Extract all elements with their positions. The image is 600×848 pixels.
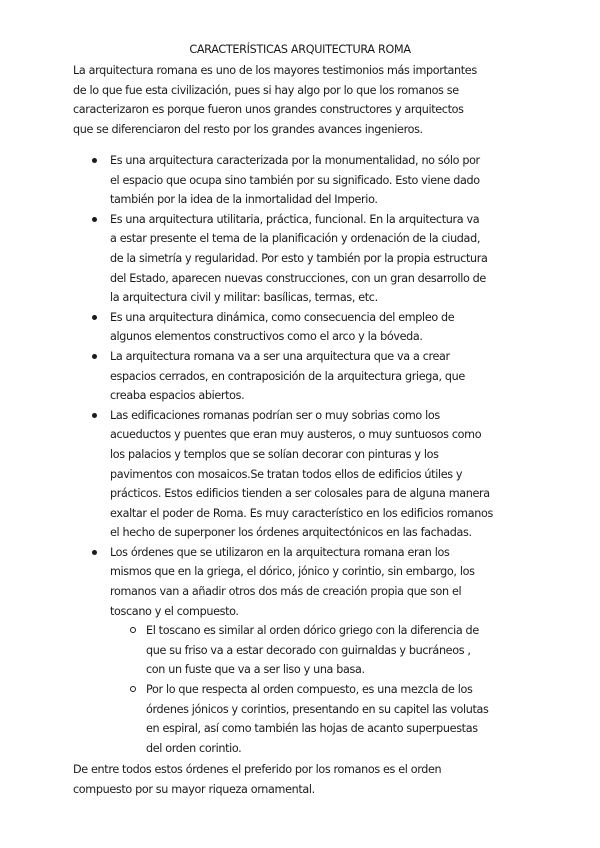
bullet-item-monumentality [110,151,530,210]
intro-line: La arquitectura romana es uno de los mayores testimonios más importantes [73,64,477,77]
outro-line: compuesto por su mayor riqueza ornamental. [73,782,315,796]
bullet-dot-icon [92,315,97,320]
orders-sublist [146,621,530,758]
bullet-line: Es una arquitectura dinámica, como consecuencia del empleo de [110,310,455,324]
bullet-line: el hecho de superponer los órdenes arquitectónicos en las fachadas. [110,526,472,540]
characteristics-list [110,151,530,758]
closing-paragraph [73,760,528,799]
bullet-line: la arquitectura civil y militar: basílicas, termas, etc. [110,291,378,305]
bullet-dot-icon [92,354,97,359]
sub-bullet-line: que su friso va a estar decorado con guirnaldas y bucráneos , [146,643,471,657]
sub-bullet-composite [146,680,530,758]
bullet-line: La arquitectura romana va a ser una arquitectura que va a crear [110,349,450,363]
document-title: CARACTERÍSTICAS ARQUITECTURA ROMA [189,43,411,56]
bullet-line: Las edificaciones romanas podrían ser o muy sobrias como los [110,408,440,422]
bullet-line: romanos van a añadir otros dos más de creación propia que son el [110,585,462,599]
bullet-line: Es una arquitectura utilitaria, práctica, funcional. En la arquitectura va [110,212,480,226]
sub-bullet-line: del orden corintio. [146,741,242,755]
sub-bullet-tuscan [146,621,530,680]
bullet-dot-icon [92,550,97,555]
bullet-line: Los órdenes que se utilizaron en la arquitectura romana eran los [110,545,450,559]
bullet-line: del Estado, aparecen nuevas construcciones, con un gran desarrollo de [110,271,486,285]
bullet-line: los palacios y templos que se solían decorar con pinturas y los [110,447,439,461]
bullet-line: Es una arquitectura caracterizada por la monumentalidad, no sólo por [110,154,480,167]
outro-line: De entre todos estos órdenes el preferido por los romanos es el orden [73,763,442,776]
bullet-line: también por la idea de la inmortalidad del Imperio. [110,193,378,207]
bullet-line: creaba espacios abiertos. [110,389,245,403]
bullet-line: el espacio que ocupa sino también por su significado. Esto viene dado [110,173,480,187]
bullet-item-utilitarian [110,210,530,308]
bullet-line: algunos elementos constructivos como el arco y la bóveda. [110,330,423,344]
sub-bullet-line: con un fuste que va a ser liso y una basa. [146,663,365,677]
bullet-dot-icon [92,413,97,418]
bullet-item-buildings [110,406,530,543]
bullet-item-orders [110,543,530,759]
bullet-line: toscano y el compuesto. [110,604,239,618]
bullet-item-closed-spaces [110,347,530,406]
sub-bullet-line: órdenes jónicos y corintios, presentando en su capitel las volutas [146,702,489,716]
bullet-item-dynamic [110,308,530,347]
bullet-circle-icon [130,627,136,633]
bullet-line: exaltar el poder de Roma. Es muy característico en los edificios romanos [110,506,493,520]
bullet-dot-icon [92,217,97,222]
intro-line: que se diferenciaron del resto por los grandes avances ingenieros. [73,122,423,136]
intro-paragraph [73,61,528,139]
bullet-line: pavimentos con mosaicos.Se tratan todos ellos de edificios útiles y [110,467,463,481]
bullet-line: de la simetría y regularidad. Por esto y también por la propia estructura [110,251,488,265]
bullet-circle-icon [130,686,136,692]
bullet-line: acueductos y puentes que eran muy austeros, o muy suntuosos como [110,428,482,442]
bullet-line: espacios cerrados, en contraposición de la arquitectura griega, que [110,369,465,383]
bullet-line: mismos que en la griega, el dórico, jónico y corintio, sin embargo, los [110,565,475,579]
intro-line: caracterizaron es porque fueron unos grandes constructores y arquitectos [73,103,464,117]
sub-bullet-line: Por lo que respecta al orden compuesto, es una mezcla de los [146,683,473,697]
sub-bullet-line: El toscano es similar al orden dórico griego con la diferencia de [146,624,479,638]
intro-line: de lo que fue esta civilización, pues si hay algo por lo que los romanos se [73,83,459,97]
sub-bullet-line: en espiral, así como también las hojas de acanto superpuestas [146,722,478,736]
bullet-dot-icon [92,158,97,163]
bullet-line: prácticos. Estos edificios tienden a ser colosales para de alguna manera [110,487,490,501]
bullet-line: a estar presente el tema de la planificación y ordenación de la ciudad, [110,232,481,246]
